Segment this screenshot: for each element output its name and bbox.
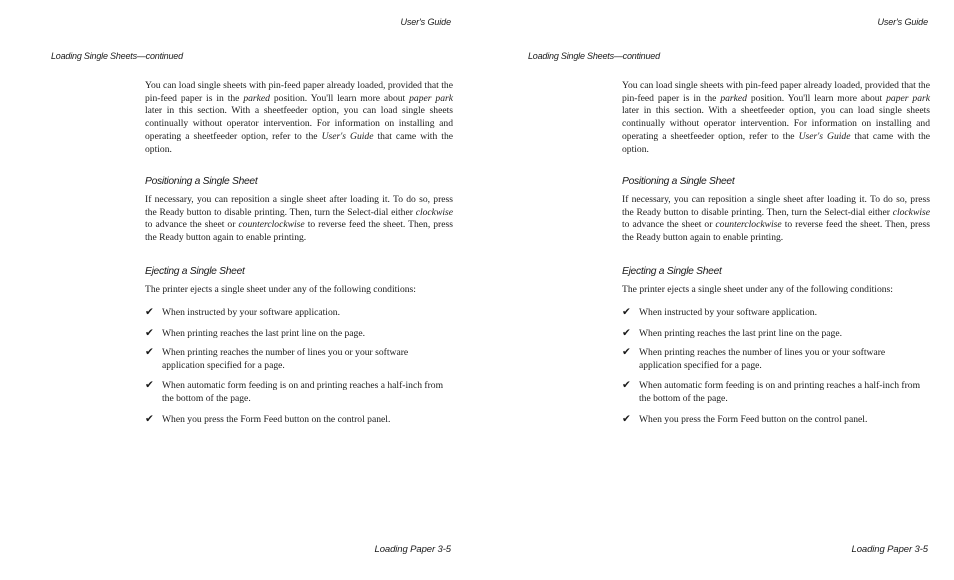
ejecting-heading: Ejecting a Single Sheet [145,266,245,277]
conditions-list [622,307,930,426]
checkmark-icon: ✔ [145,346,154,359]
list-item: ✔ When printing reaches the last print line on the page. [145,326,366,339]
intro-paragraph: You can load single sheets with pin-feed paper already loaded, provided that the pin-feed paper is in the parked position. You'll learn more about paper park later in this section. With a sheetfeeder option, you can load single sheets continually without operator intervention. For information on installing and operating a sheetfeeder option, refer to the User's Guide that came with the option. [622,80,930,155]
list-item: ✔ When you press the Form Feed button on the control panel. [145,412,391,425]
running-header: User's Guide [877,17,928,27]
positioning-heading: Positioning a Single Sheet [622,176,735,187]
checkmark-icon: ✔ [145,412,154,425]
checkmark-icon: ✔ [622,379,631,392]
document-page-right [477,0,954,580]
ejecting-heading: Ejecting a Single Sheet [622,266,722,277]
positioning-paragraph: If necessary, you can reposition a single sheet after loading it. To do so, press the Ready button to disable printing. Then, turn the Select-dial either clockwise to advance the sheet or counterclockwise to reverse feed the sheet. Then, press the Ready button again to enable printing. [622,194,930,244]
intro-paragraph: You can load single sheets with pin-feed paper already loaded, provided that the pin-feed paper is in the parked position. You'll learn more about paper park later in this section. With a sheetfeeder option, you can load single sheets continually without operator intervention. For information on installing and operating a sheetfeeder option, refer to the User's Guide that came with the option. [145,80,453,155]
checkmark-icon: ✔ [622,412,631,425]
list-item: ✔ When automatic form feeding is on and printing reaches a half-inch from the bottom of the page. [622,379,921,404]
ejecting-paragraph: The printer ejects a single sheet under any of the following conditions: [145,284,416,295]
positioning-paragraph: If necessary, you can reposition a single sheet after loading it. To do so, press the Ready button to disable printing. Then, turn the Select-dial either clockwise to advance the sheet or counterclockwise to reverse feed the sheet. Then, press the Ready button again to enable printing. [145,194,453,244]
list-item: ✔ When instructed by your software application. [622,306,817,318]
ejecting-paragraph: The printer ejects a single sheet under any of the following conditions: [622,284,893,295]
running-footer: Loading Paper 3-5 [374,544,451,555]
list-item: ✔ When you press the Form Feed button on the control panel. [622,412,868,425]
list-item: ✔ When printing reaches the number of lines you or your software application specified for a page. [622,346,886,371]
checkmark-icon: ✔ [622,306,631,318]
positioning-heading: Positioning a Single Sheet [145,176,258,187]
continued-heading: Loading Single Sheets—continued [51,51,183,61]
list-item: ✔ When printing reaches the last print line on the page. [622,326,843,339]
list-item: ✔ When automatic form feeding is on and printing reaches a half-inch from the bottom of the page. [145,379,444,404]
checkmark-icon: ✔ [145,306,154,318]
checkmark-icon: ✔ [145,379,154,392]
running-footer: Loading Paper 3-5 [851,544,928,555]
checkmark-icon: ✔ [622,346,631,359]
checkmark-icon: ✔ [622,326,631,339]
continued-heading: Loading Single Sheets—continued [528,51,660,61]
list-item: ✔ When instructed by your software application. [145,306,340,318]
running-header: User's Guide [400,17,451,27]
list-item: ✔ When printing reaches the number of lines you or your software application specified for a page. [145,346,409,371]
conditions-list [145,307,453,426]
checkmark-icon: ✔ [145,326,154,339]
